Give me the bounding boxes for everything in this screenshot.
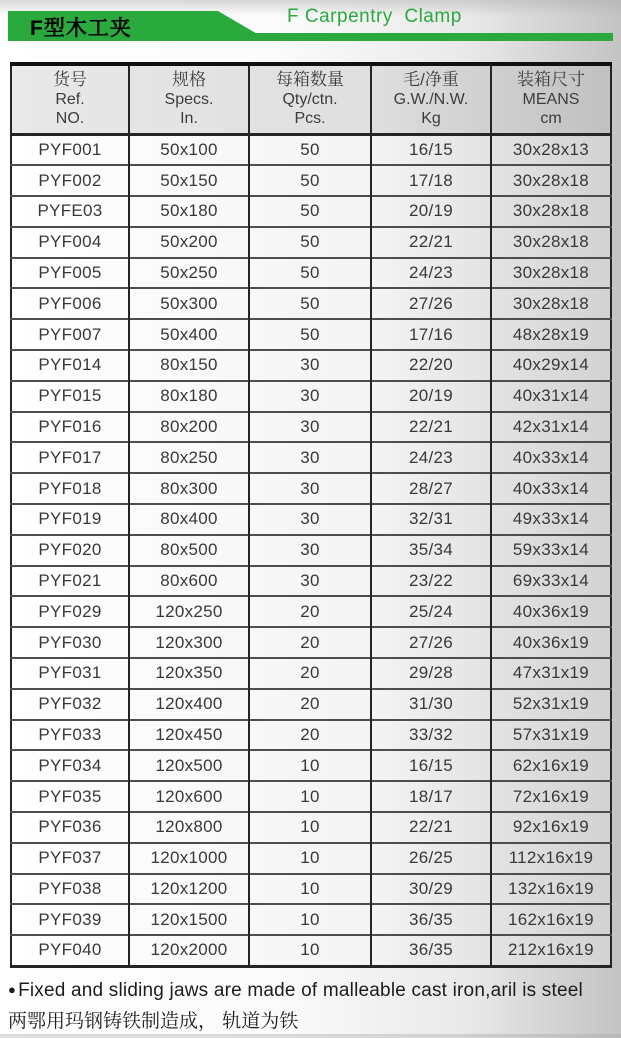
table-cell-weight: 22/20	[371, 350, 491, 381]
table-cell-qty: 30	[249, 412, 371, 443]
column-header-line: Qty/ctn.	[282, 91, 338, 108]
table-cell-dims: 69x33x14	[491, 566, 611, 597]
column-header-line: NO.	[55, 110, 85, 127]
table-row	[11, 135, 611, 166]
table-cell-weight: 27/26	[371, 627, 491, 658]
column-header-weight	[371, 64, 491, 135]
table-cell-dims: 30x28x18	[491, 165, 611, 196]
table-row	[11, 566, 611, 597]
table-row	[11, 627, 611, 658]
table-cell-ref: PYF031	[11, 658, 129, 689]
product-spec-table	[10, 62, 612, 968]
table-cell-weight: 18/17	[371, 781, 491, 812]
table-cell-ref: PYF017	[11, 442, 129, 473]
table-cell-spec: 120x400	[129, 689, 249, 720]
table-cell-dims: 40x36x19	[491, 596, 611, 627]
table-cell-qty: 50	[249, 319, 371, 350]
table-cell-weight: 16/15	[371, 135, 491, 166]
table-cell-dims: 62x16x19	[491, 750, 611, 781]
table-cell-dims: 112x16x19	[491, 843, 611, 874]
column-header-line: G.W./N.W.	[393, 91, 469, 108]
table-cell-qty: 50	[249, 258, 371, 289]
table-cell-dims: 92x16x19	[491, 812, 611, 843]
table-cell-weight: 20/19	[371, 381, 491, 412]
table-cell-qty: 30	[249, 566, 371, 597]
table-cell-ref: PYF040	[11, 935, 129, 966]
table-cell-dims: 57x31x19	[491, 720, 611, 751]
table-cell-qty: 50	[249, 135, 371, 166]
table-cell-dims: 40x33x14	[491, 442, 611, 473]
table-cell-weight: 27/26	[371, 288, 491, 319]
table-cell-spec: 120x800	[129, 812, 249, 843]
table-cell-ref: PYF014	[11, 350, 129, 381]
table-cell-ref: PYF030	[11, 627, 129, 658]
table-cell-spec: 120x500	[129, 750, 249, 781]
table-cell-spec: 50x250	[129, 258, 249, 289]
table-cell-spec: 50x180	[129, 196, 249, 227]
table-cell-dims: 42x31x14	[491, 412, 611, 443]
table-cell-qty: 10	[249, 781, 371, 812]
column-header-line: 每箱数量	[276, 70, 344, 89]
table-row	[11, 689, 611, 720]
table-row	[11, 442, 611, 473]
header-banner	[0, 0, 621, 52]
table-cell-weight: 20/19	[371, 196, 491, 227]
table-cell-ref: PYF032	[11, 689, 129, 720]
column-header-line: Pcs.	[294, 110, 326, 127]
table-cell-spec: 120x1000	[129, 843, 249, 874]
table-row	[11, 227, 611, 258]
table-cell-weight: 22/21	[371, 412, 491, 443]
table-row	[11, 935, 611, 966]
table-cell-ref: PYF001	[11, 135, 129, 166]
table-cell-qty: 20	[249, 689, 371, 720]
table-cell-qty: 10	[249, 874, 371, 905]
table-cell-ref: PYF034	[11, 750, 129, 781]
page-title-chinese: F型木工夹	[30, 17, 132, 40]
table-row	[11, 874, 611, 905]
table-cell-dims: 48x28x19	[491, 319, 611, 350]
table-cell-dims: 162x16x19	[491, 904, 611, 935]
table-cell-ref: PYF019	[11, 504, 129, 535]
bullet-icon: ●	[8, 981, 17, 997]
table-cell-spec: 50x300	[129, 288, 249, 319]
header-row	[11, 64, 611, 135]
table-cell-dims: 30x28x18	[491, 288, 611, 319]
table-cell-spec: 80x600	[129, 566, 249, 597]
table-cell-dims: 52x31x19	[491, 689, 611, 720]
table-cell-ref: PYF006	[11, 288, 129, 319]
table-cell-qty: 50	[249, 196, 371, 227]
table-cell-qty: 10	[249, 750, 371, 781]
table-cell-ref: PYF036	[11, 812, 129, 843]
footnote-chinese: 两鄂用玛钢铸铁制造成， 轨道为铁	[8, 1010, 299, 1032]
table-cell-weight: 36/35	[371, 935, 491, 966]
table-cell-weight: 31/30	[371, 689, 491, 720]
footnotes	[8, 975, 621, 1038]
table-cell-ref: PYF015	[11, 381, 129, 412]
table-cell-ref: PYF039	[11, 904, 129, 935]
spec-table-body	[11, 135, 611, 967]
table-cell-qty: 10	[249, 812, 371, 843]
table-cell-ref: PYF005	[11, 258, 129, 289]
table-cell-weight: 22/21	[371, 227, 491, 258]
table-row	[11, 504, 611, 535]
table-cell-qty: 50	[249, 288, 371, 319]
table-cell-qty: 20	[249, 596, 371, 627]
table-cell-spec: 50x200	[129, 227, 249, 258]
column-header-qty	[249, 64, 371, 135]
table-cell-spec: 80x250	[129, 442, 249, 473]
table-cell-spec: 80x200	[129, 412, 249, 443]
table-cell-dims: 49x33x14	[491, 504, 611, 535]
table-cell-qty: 20	[249, 720, 371, 751]
table-row	[11, 350, 611, 381]
table-cell-dims: 30x28x18	[491, 196, 611, 227]
table-row	[11, 750, 611, 781]
table-cell-ref: PYF004	[11, 227, 129, 258]
table-cell-weight: 23/22	[371, 566, 491, 597]
table-cell-qty: 10	[249, 904, 371, 935]
table-cell-dims: 72x16x19	[491, 781, 611, 812]
table-cell-qty: 50	[249, 165, 371, 196]
table-cell-weight: 22/21	[371, 812, 491, 843]
table-cell-qty: 30	[249, 535, 371, 566]
table-cell-weight: 17/18	[371, 165, 491, 196]
column-header-line: MEANS	[522, 91, 580, 108]
column-header-line: In.	[180, 110, 198, 127]
column-header-line: Specs.	[164, 91, 214, 108]
table-row	[11, 781, 611, 812]
table-cell-weight: 25/24	[371, 596, 491, 627]
table-row	[11, 658, 611, 689]
column-header-line: 装箱尺寸	[517, 70, 585, 89]
table-cell-dims: 212x16x19	[491, 935, 611, 966]
table-cell-qty: 30	[249, 350, 371, 381]
table-cell-ref: PYFE03	[11, 196, 129, 227]
table-row	[11, 473, 611, 504]
table-cell-weight: 29/28	[371, 658, 491, 689]
table-cell-qty: 30	[249, 442, 371, 473]
table-cell-ref: PYF035	[11, 781, 129, 812]
table-cell-weight: 32/31	[371, 504, 491, 535]
table-cell-spec: 120x350	[129, 658, 249, 689]
table-row	[11, 319, 611, 350]
column-header-dims	[491, 64, 611, 135]
table-cell-weight: 17/16	[371, 319, 491, 350]
column-header-line: 规格	[172, 70, 206, 89]
table-cell-spec: 120x1200	[129, 874, 249, 905]
table-row	[11, 535, 611, 566]
spec-table-header	[11, 64, 611, 135]
footnote-english-text: Fixed and sliding jaws are made of malleable cast iron,aril is steel	[18, 979, 583, 1001]
column-header-ref	[11, 64, 129, 135]
table-cell-spec: 120x2000	[129, 935, 249, 966]
table-row	[11, 288, 611, 319]
table-cell-spec: 80x180	[129, 381, 249, 412]
table-cell-spec: 120x250	[129, 596, 249, 627]
table-cell-spec: 80x150	[129, 350, 249, 381]
table-cell-weight: 24/23	[371, 258, 491, 289]
table-cell-qty: 30	[249, 381, 371, 412]
table-cell-spec: 120x600	[129, 781, 249, 812]
table-cell-spec: 120x300	[129, 627, 249, 658]
table-cell-qty: 20	[249, 658, 371, 689]
page-title-english: F Carpentry Clamp	[287, 6, 462, 27]
table-cell-spec: 80x500	[129, 535, 249, 566]
footnote-english	[8, 975, 621, 1006]
table-cell-weight: 28/27	[371, 473, 491, 504]
table-row	[11, 596, 611, 627]
table-cell-spec: 80x400	[129, 504, 249, 535]
column-header-line: cm	[540, 110, 562, 127]
table-row	[11, 412, 611, 443]
table-cell-dims: 30x28x13	[491, 135, 611, 166]
table-cell-weight: 16/15	[371, 750, 491, 781]
table-row	[11, 812, 611, 843]
table-cell-dims: 132x16x19	[491, 874, 611, 905]
column-header-line: Ref.	[55, 91, 85, 108]
column-header-line: 货号	[53, 70, 87, 89]
table-cell-ref: PYF020	[11, 535, 129, 566]
table-cell-qty: 20	[249, 627, 371, 658]
table-cell-weight: 26/25	[371, 843, 491, 874]
table-cell-ref: PYF021	[11, 566, 129, 597]
table-cell-qty: 30	[249, 473, 371, 504]
table-cell-ref: PYF007	[11, 319, 129, 350]
table-cell-dims: 40x29x14	[491, 350, 611, 381]
table-row	[11, 196, 611, 227]
table-cell-weight: 36/35	[371, 904, 491, 935]
table-cell-qty: 10	[249, 935, 371, 966]
column-header-line: Kg	[421, 110, 441, 127]
table-cell-ref: PYF029	[11, 596, 129, 627]
table-row	[11, 258, 611, 289]
table-row	[11, 720, 611, 751]
table-cell-spec: 120x1500	[129, 904, 249, 935]
table-cell-spec: 120x450	[129, 720, 249, 751]
table-row	[11, 165, 611, 196]
table-cell-dims: 30x28x18	[491, 258, 611, 289]
table-cell-ref: PYF033	[11, 720, 129, 751]
table-cell-dims: 59x33x14	[491, 535, 611, 566]
table-cell-ref: PYF037	[11, 843, 129, 874]
table-cell-spec: 50x100	[129, 135, 249, 166]
table-cell-weight: 30/29	[371, 874, 491, 905]
table-cell-qty: 50	[249, 227, 371, 258]
table-cell-weight: 35/34	[371, 535, 491, 566]
table-cell-spec: 80x300	[129, 473, 249, 504]
table-cell-dims: 40x31x14	[491, 381, 611, 412]
table-row	[11, 904, 611, 935]
table-cell-weight: 24/23	[371, 442, 491, 473]
table-row	[11, 843, 611, 874]
column-header-spec	[129, 64, 249, 135]
table-cell-qty: 10	[249, 843, 371, 874]
table-cell-weight: 33/32	[371, 720, 491, 751]
table-cell-ref: PYF002	[11, 165, 129, 196]
table-cell-dims: 30x28x18	[491, 227, 611, 258]
table-cell-spec: 50x150	[129, 165, 249, 196]
table-cell-spec: 50x400	[129, 319, 249, 350]
table-cell-qty: 30	[249, 504, 371, 535]
table-cell-dims: 40x36x19	[491, 627, 611, 658]
table-cell-dims: 47x31x19	[491, 658, 611, 689]
table-cell-dims: 40x33x14	[491, 473, 611, 504]
table-cell-ref: PYF038	[11, 874, 129, 905]
table-cell-ref: PYF016	[11, 412, 129, 443]
table-cell-ref: PYF018	[11, 473, 129, 504]
table-row	[11, 381, 611, 412]
column-header-line: 毛/净重	[403, 70, 459, 89]
